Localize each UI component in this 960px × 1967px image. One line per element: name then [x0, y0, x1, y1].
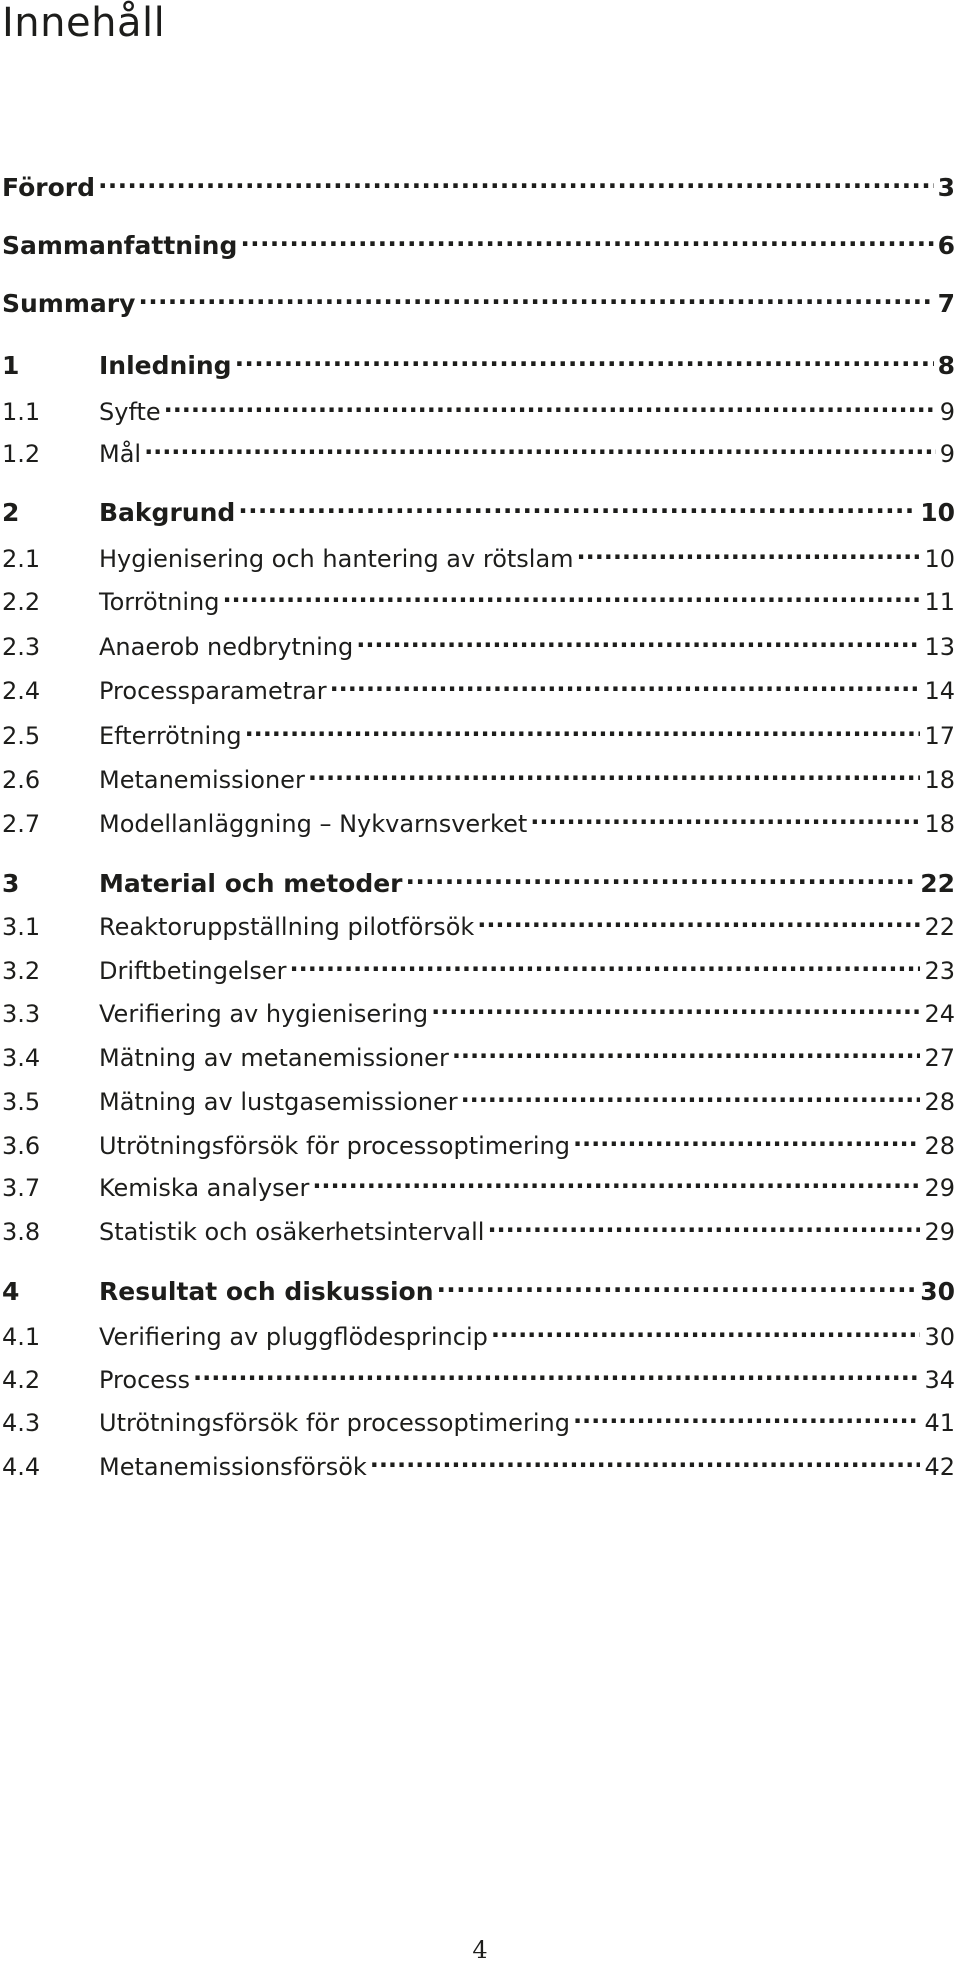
toc-entry-number: 4.1 — [2, 1323, 41, 1351]
toc-entry-number: 2 — [2, 498, 20, 527]
toc-entry-page: 27 — [924, 1044, 955, 1072]
toc-entry-number: 3.6 — [2, 1132, 41, 1160]
toc-entry-page: 30 — [924, 1323, 955, 1351]
toc-entry-page: 11 — [924, 588, 955, 616]
toc-entry-title: Modellanläggning – Nykvarnsverket — [99, 810, 528, 838]
toc-entry-page: 22 — [924, 913, 955, 941]
toc-entry-page: 34 — [924, 1366, 955, 1394]
toc-entry-title: Resultat och diskussion — [99, 1277, 434, 1306]
toc-entry-title: Driftbetingelser — [99, 957, 287, 985]
toc-entry[interactable] — [2, 860, 955, 898]
toc-entry-page: 41 — [924, 1409, 955, 1437]
toc-dot-leader — [452, 1034, 921, 1066]
toc-entry-number: 4.2 — [2, 1366, 41, 1394]
toc-entry[interactable] — [2, 489, 955, 527]
toc-entry-page: 23 — [924, 957, 955, 985]
toc-entry-page: 18 — [924, 810, 955, 838]
toc-dot-leader — [461, 1078, 921, 1110]
toc-entry-page: 28 — [924, 1132, 955, 1160]
toc-entry-page: 9 — [939, 440, 955, 468]
toc-entry[interactable] — [2, 1122, 955, 1160]
toc-dot-leader — [437, 1268, 917, 1300]
toc-dot-leader — [370, 1443, 921, 1475]
toc-dot-leader — [573, 1122, 921, 1154]
toc-entry-number: 3 — [2, 869, 20, 898]
toc-dot-leader — [577, 535, 921, 567]
toc-entry-page: 7 — [937, 289, 955, 318]
toc-dot-leader — [144, 430, 936, 462]
toc-entry-title: Verifiering av hygienisering — [99, 1000, 429, 1028]
toc-entry[interactable] — [2, 578, 955, 616]
toc-entry[interactable] — [2, 1034, 955, 1072]
toc-dot-leader — [238, 489, 916, 521]
toc-entry[interactable] — [2, 1356, 955, 1394]
toc-dot-leader — [487, 1208, 920, 1240]
toc-entry-title: Metanemissioner — [99, 766, 305, 794]
toc-entry-title: Sammanfattning — [2, 231, 238, 260]
toc-dot-leader — [290, 947, 921, 979]
toc-entry-title: Process — [99, 1366, 191, 1394]
toc-entry[interactable] — [2, 756, 955, 794]
toc-dot-leader — [530, 800, 920, 832]
toc-entry[interactable] — [2, 947, 955, 985]
toc-entry-page: 29 — [924, 1174, 955, 1202]
toc-dot-leader — [308, 756, 921, 788]
toc-dot-leader — [98, 164, 934, 196]
toc-entry-number: 2.3 — [2, 633, 41, 661]
toc-dot-leader — [356, 623, 920, 655]
toc-dot-leader — [431, 990, 920, 1022]
toc-entry-title: Metanemissionsförsök — [99, 1453, 367, 1481]
toc-entry-number: 2.2 — [2, 588, 41, 616]
toc-entry-title: Torrötning — [99, 588, 220, 616]
toc-entry-number: 3.1 — [2, 913, 41, 941]
toc-entry-title: Mål — [99, 440, 142, 468]
toc-entry-page: 14 — [924, 677, 955, 705]
toc-entry-page: 6 — [937, 231, 955, 260]
toc-entry-number: 3.5 — [2, 1088, 41, 1116]
toc-entry-page: 17 — [924, 722, 955, 750]
toc-entry[interactable] — [2, 667, 955, 705]
toc-dot-leader — [138, 280, 933, 312]
toc-entry[interactable] — [2, 388, 955, 426]
toc-entry-title: Inledning — [99, 351, 232, 380]
toc-entry-title: Processparametrar — [99, 677, 327, 705]
page-title: Innehåll — [2, 0, 166, 46]
toc-entry-page: 30 — [920, 1277, 955, 1306]
toc-entry[interactable] — [2, 903, 955, 941]
toc-entry[interactable] — [2, 222, 955, 260]
toc-dot-leader — [245, 712, 921, 744]
toc-dot-leader — [222, 578, 920, 610]
toc-entry-number: 2.6 — [2, 766, 41, 794]
toc-dot-leader — [235, 342, 934, 374]
toc-entry-title: Summary — [2, 289, 136, 318]
toc-dot-leader — [193, 1356, 920, 1388]
toc-entry-page: 8 — [937, 351, 955, 380]
toc-entry-title: Statistik och osäkerhetsintervall — [99, 1218, 485, 1246]
toc-entry-number: 3.4 — [2, 1044, 41, 1072]
toc-dot-leader — [573, 1399, 921, 1431]
toc-entry-number: 3.7 — [2, 1174, 41, 1202]
toc-entry-page: 13 — [924, 633, 955, 661]
toc-entry-page: 10 — [920, 498, 955, 527]
toc-entry-number: 1.2 — [2, 440, 41, 468]
toc-entry-title: Efterrötning — [99, 722, 242, 750]
toc-entry-page: 3 — [937, 173, 955, 202]
toc-entry[interactable] — [2, 430, 955, 468]
toc-entry-page: 18 — [924, 766, 955, 794]
toc-entry[interactable] — [2, 712, 955, 750]
toc-dot-leader — [477, 903, 920, 935]
toc-entry-number: 4 — [2, 1277, 20, 1306]
toc-entry-title: Hygienisering och hantering av rötslam — [99, 545, 574, 573]
toc-entry-number: 4.4 — [2, 1453, 41, 1481]
toc-entry-page: 42 — [924, 1453, 955, 1481]
toc-entry-page: 29 — [924, 1218, 955, 1246]
toc-dot-leader — [491, 1313, 921, 1345]
toc-entry[interactable] — [2, 800, 955, 838]
toc-entry-title: Förord — [2, 173, 95, 202]
toc-dot-leader — [330, 667, 921, 699]
toc-entry-title: Utrötningsförsök för processoptimering — [99, 1409, 570, 1437]
toc-entry-title: Bakgrund — [99, 498, 236, 527]
toc-entry-title: Utrötningsförsök för processoptimering — [99, 1132, 570, 1160]
toc-entry[interactable] — [2, 1313, 955, 1351]
toc-entry-title: Material och metoder — [99, 869, 403, 898]
toc-entry-title: Mätning av lustgasemissioner — [99, 1088, 458, 1116]
toc-entry-number: 3.2 — [2, 957, 41, 985]
toc-entry-number: 1 — [2, 351, 20, 380]
toc-entry[interactable] — [2, 1164, 955, 1202]
toc-entry-number: 1.1 — [2, 398, 41, 426]
toc-entry-page: 22 — [920, 869, 955, 898]
toc-entry-page: 9 — [939, 398, 955, 426]
toc-entry-number: 2.4 — [2, 677, 41, 705]
toc-dot-leader — [406, 860, 917, 892]
toc-entry-number: 2.7 — [2, 810, 41, 838]
toc-entry[interactable] — [2, 1399, 955, 1437]
toc-dot-leader — [240, 222, 933, 254]
toc-entry-number: 4.3 — [2, 1409, 41, 1437]
toc-entry-page: 10 — [924, 545, 955, 573]
toc-dot-leader — [164, 388, 936, 420]
toc-entry-title: Mätning av metanemissioner — [99, 1044, 449, 1072]
toc-entry-title: Verifiering av pluggflödesprincip — [99, 1323, 488, 1351]
toc-entry[interactable] — [2, 1443, 955, 1481]
toc-entry[interactable] — [2, 1078, 955, 1116]
toc-entry[interactable] — [2, 535, 955, 573]
toc-entry[interactable] — [2, 164, 955, 202]
toc-entry-title: Reaktoruppställning pilotförsök — [99, 913, 475, 941]
toc-entry-title: Anaerob nedbrytning — [99, 633, 354, 661]
toc-entry-number: 2.1 — [2, 545, 41, 573]
toc-entry[interactable] — [2, 280, 955, 318]
toc-entry-title: Kemiska analyser — [99, 1174, 310, 1202]
toc-entry-page: 24 — [924, 1000, 955, 1028]
toc-entry-number: 2.5 — [2, 722, 41, 750]
toc-entry[interactable] — [2, 342, 955, 380]
toc-entry[interactable] — [2, 1268, 955, 1306]
page-number: 4 — [472, 1936, 488, 1964]
toc-dot-leader — [312, 1164, 920, 1196]
toc-entry-number: 3.3 — [2, 1000, 41, 1028]
toc-entry-number: 3.8 — [2, 1218, 41, 1246]
toc-entry[interactable] — [2, 623, 955, 661]
toc-entry[interactable] — [2, 1208, 955, 1246]
toc-entry-title: Syfte — [99, 398, 161, 426]
toc-entry-page: 28 — [924, 1088, 955, 1116]
toc-entry[interactable] — [2, 990, 955, 1028]
